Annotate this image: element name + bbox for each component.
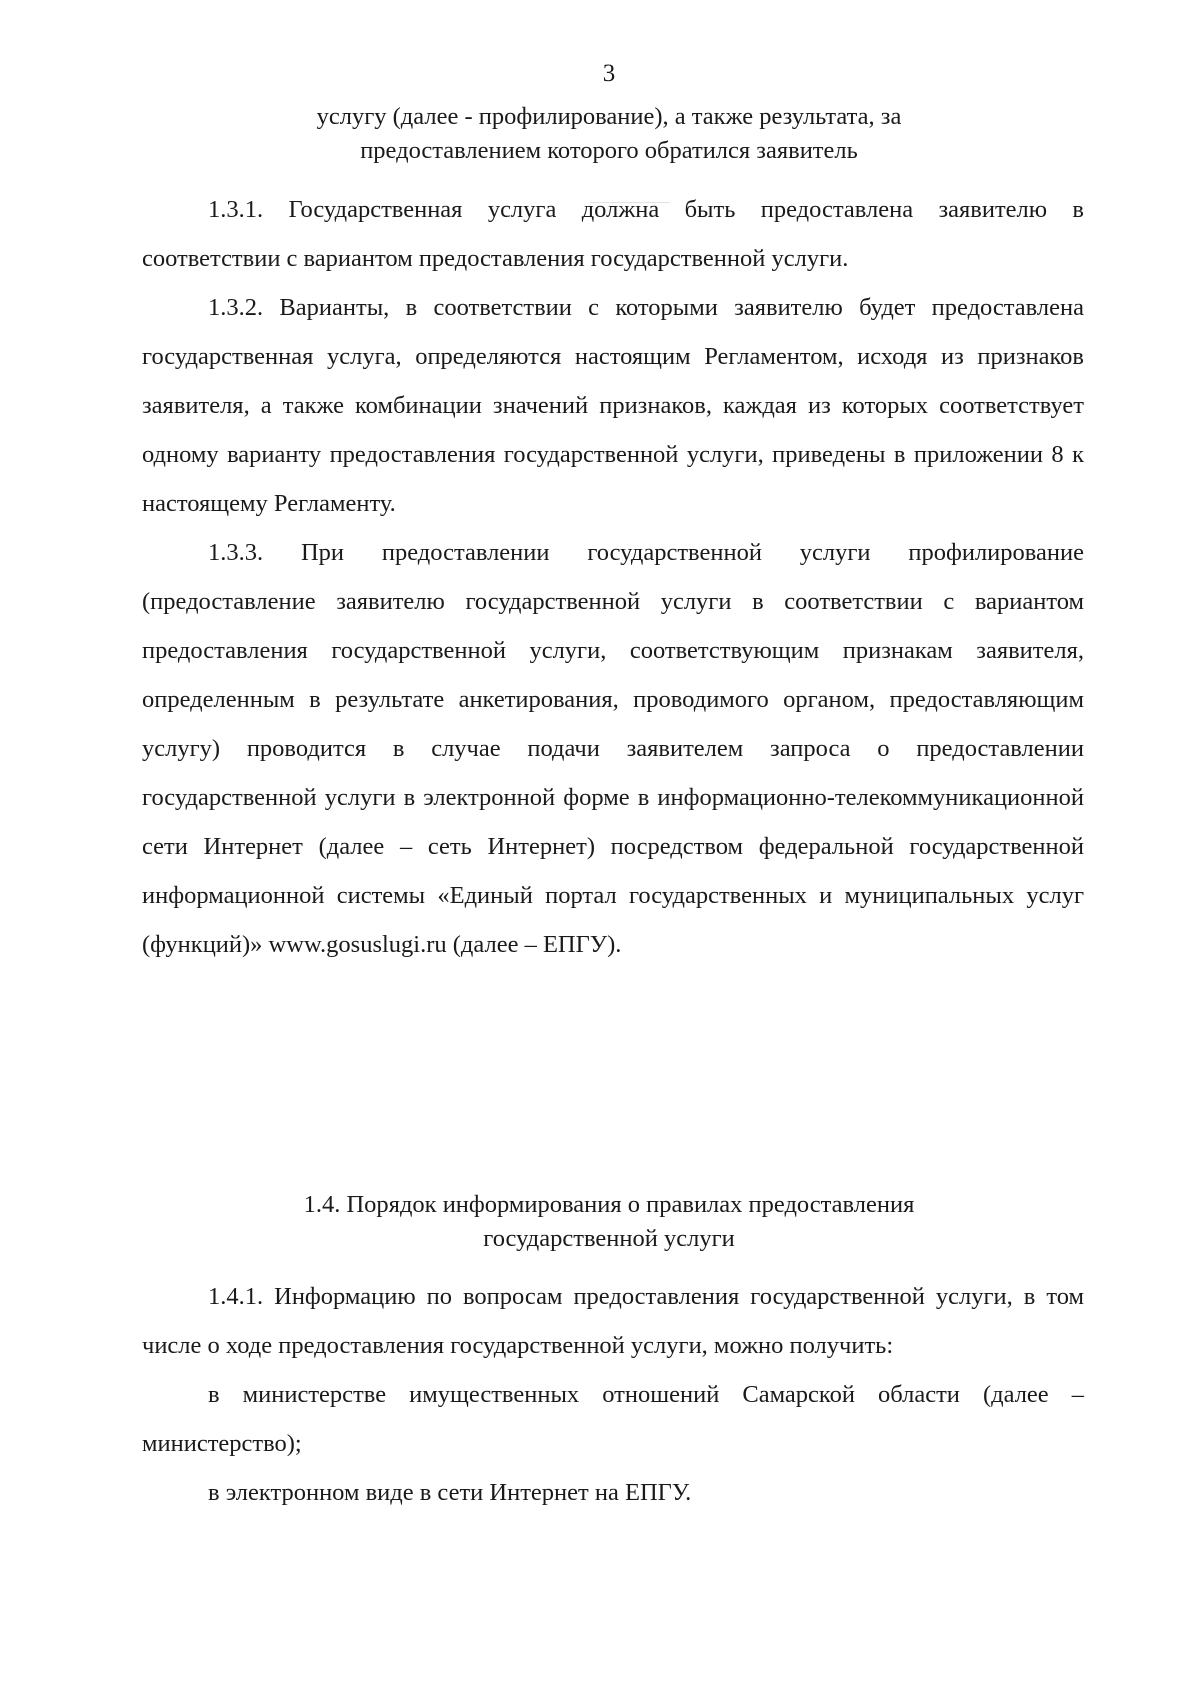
paragraph-1-3-2: 1.3.2. Варианты, в соответствии с которыми заявителю будет предоставлена государственная услуга, определяются настоящим Регламентом, исходя из признаков заявителя, а также комбинации значений признаков, каждая из которых соответствует одному варианту предоставления государственной услуги, приведены в приложении 8 к настоящему Регламенту. (142, 294, 1084, 517)
section-1-3-heading (0, 100, 1200, 168)
section-1-4-body (142, 1272, 1084, 1517)
heading-line: услугу (далее - профилирование), а также результата, за (316, 103, 902, 130)
heading-line: государственной услуги (483, 1225, 735, 1252)
page-number: 3 (602, 60, 616, 87)
paragraph-1-3-1: 1.3.1. Государственная услуга должна быть предоставлена заявителю в соответствии с вариантом предоставления государственной услуги. (142, 196, 1084, 272)
paragraph-1-4-1: 1.4.1. Информацию по вопросам предоставления государственной услуги, в том числе о ходе предоставления государственной услуги, можно получить: (142, 1283, 1084, 1359)
section-1-4-heading (0, 1188, 1200, 1256)
section-1-3-body (142, 185, 1084, 969)
list-item-epgu: в электронном виде в сети Интернет на ЕПГУ. (208, 1479, 692, 1506)
heading-line: предоставлением которого обратился заявитель (360, 137, 858, 164)
paragraph-1-3-3: 1.3.3. При предоставлении государственной услуги профилирование (предоставление заявителю государственной услуги в соответствии с вариантом предоставления государственной услуги, соответствующим признакам заявителя, определенным в результате анкетирования, проводимого органом, предоставляющим услугу) проводится в случае подачи заявителем запроса о предоставлении государственной услуги в электронной форме в информационно-телекоммуникационной сети Интернет (далее – сеть Интернет) посредством федеральной государственной информационной системы «Единый портал государственных и муниципальных услуг (функций)» www.gosuslugi.ru (далее – ЕПГУ). (142, 539, 1084, 958)
heading-line: 1.4. Порядок информирования о правилах предоставления (303, 1191, 915, 1218)
list-item-ministry: в министерстве имущественных отношений Самарской области (далее – министерство); (142, 1381, 1084, 1457)
